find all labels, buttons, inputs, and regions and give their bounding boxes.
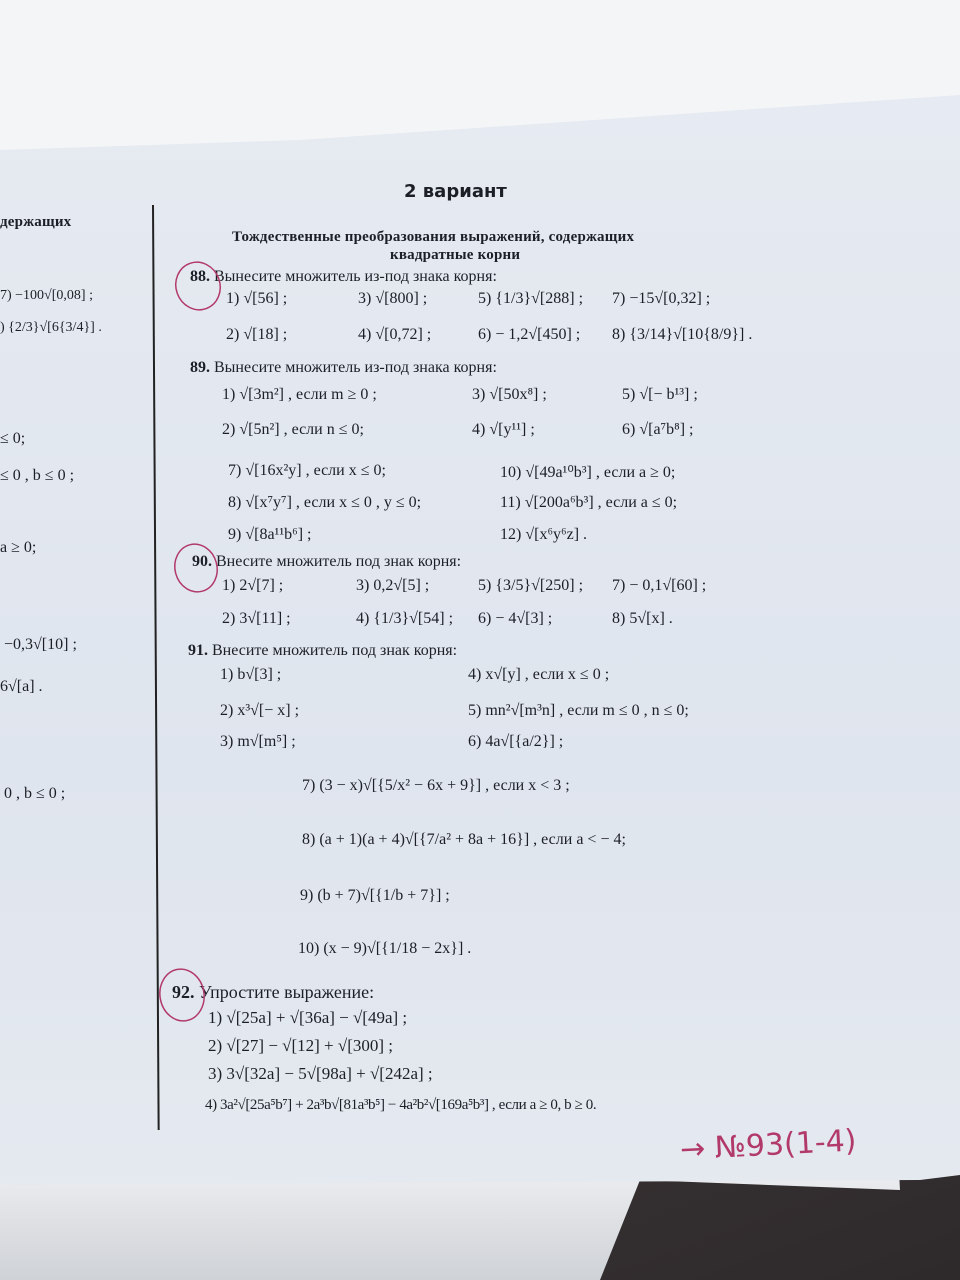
exercise-item: 7) − 0,1√[60] ; [612, 577, 707, 594]
exercise-item: 9) √[8a¹¹b⁶] ; [228, 526, 312, 543]
exercise-item: 7) −15√[0,32] ; [612, 290, 711, 307]
left-line: 7) −100√[0,08] ; [0, 288, 93, 303]
exercise-item: 3) m√[m⁵] ; [220, 733, 296, 750]
exercise-item: 11) √[200a⁶b³] , если a ≤ 0; [500, 494, 678, 511]
exercise-item: 1) √[3m²] , если m ≥ 0 ; [222, 386, 377, 403]
exercise-item: 6) √[a⁷b⁸] ; [622, 421, 694, 438]
exercise-item: 8) 5√[x] . [612, 610, 673, 627]
exercise-number: 88. [190, 268, 210, 285]
topic-title-line1: Тождественные преобразования выражений, содержащих [232, 229, 635, 245]
exercise-item: 2) 3√[11] ; [222, 610, 291, 627]
exercise-item: 6) − 1,2√[450] ; [478, 326, 581, 343]
variant-title: 2 вариант [404, 181, 507, 202]
exercise-item: 3) √[50x⁸] ; [472, 386, 547, 403]
topic-title-line2: квадратные корни [390, 247, 521, 263]
left-line: ≤ 0 , b ≤ 0 ; [0, 467, 75, 484]
left-line: 0 , b ≤ 0 ; [4, 785, 66, 802]
exercise-item: 9) (b + 7)√[{1/b + 7}] ; [300, 887, 450, 904]
exercise-number: 89. [190, 359, 210, 376]
exercise-item: 4) √[0,72] ; [358, 326, 432, 343]
exercise-item: 1) 2√[7] ; [222, 577, 284, 594]
exercise-88-header [190, 268, 497, 286]
exercise-item: 2) √[27] − √[12] + √[300] ; [208, 1036, 394, 1055]
left-line: ) {2/3}√[6{3/4}] . [0, 320, 102, 335]
exercise-item: 3) 0,2√[5] ; [356, 577, 430, 594]
exercise-item: 6) 4a√[{a/2}] ; [468, 733, 564, 750]
exercise-item: 1) √[25a] + √[36a] − √[49a] ; [208, 1008, 408, 1027]
exercise-item: 4) 3a²√[25a⁵b⁷] + 2a³b√[81a³b⁵] − 4a²b²√[169a⁵b³] , если a ≥ 0, b ≥ 0. [205, 1097, 597, 1113]
exercise-item: 4) x√[y] , если x ≤ 0 ; [468, 666, 610, 683]
exercise-item: 2) √[18] ; [226, 326, 288, 343]
exercise-item: 5) √[− b¹³] ; [622, 386, 698, 403]
left-line: a ≥ 0; [0, 539, 37, 556]
exercise-item: 5) {3/5}√[250] ; [478, 577, 584, 594]
exercise-prompt: Упростите выражение: [199, 982, 375, 1002]
exercise-item: 3) √[800] ; [358, 290, 428, 307]
left-heading-fragment: держащих [0, 214, 72, 230]
exercise-item: 8) √[x⁷y⁷] , если x ≤ 0 , y ≤ 0; [228, 494, 422, 511]
exercise-number: 92. [172, 982, 195, 1002]
exercise-item: 12) √[x⁶y⁶z] . [500, 526, 588, 543]
exercise-92-header [172, 982, 374, 1003]
exercise-item: 1) b√[3] ; [220, 666, 282, 683]
exercise-90-header [192, 553, 461, 571]
exercise-item: 5) {1/3}√[288] ; [478, 290, 584, 307]
left-line: ≤ 0; [0, 430, 26, 447]
exercise-item: 5) mn²√[m³n] , если m ≤ 0 , n ≤ 0; [468, 702, 689, 719]
exercise-item: 1) √[56] ; [226, 290, 288, 307]
left-line: −0,3√[10] ; [4, 636, 77, 653]
exercise-number: 91. [188, 642, 208, 659]
exercise-prompt: Вынесите множитель из-под знака корня: [214, 359, 497, 376]
exercise-item: 8) {3/14}√[10{8/9}] . [612, 326, 753, 343]
exercise-item: 4) {1/3}√[54] ; [356, 610, 454, 627]
exercise-item: 8) (a + 1)(a + 4)√[{7/a² + 8a + 16}] , если a < − 4; [302, 831, 626, 848]
exercise-91-header [188, 642, 457, 660]
exercise-number: 90. [192, 553, 212, 570]
exercise-item: 2) x³√[− x] ; [220, 702, 300, 719]
exercise-item: 7) (3 − x)√[{5/x² − 6x + 9}] , если x < 3 ; [302, 777, 570, 794]
handwritten-note: → №93(1-4) [679, 1123, 858, 1168]
exercise-prompt: Внесите множитель под знак корня: [212, 642, 458, 659]
exercise-item: 10) √[49a¹⁰b³] , если a ≥ 0; [500, 464, 676, 481]
exercise-item: 3) 3√[32a] − 5√[98a] + √[242a] ; [208, 1064, 433, 1083]
exercise-item: 6) − 4√[3] ; [478, 610, 553, 627]
exercise-prompt: Внесите множитель под знак корня: [216, 553, 462, 570]
exercise-item: 2) √[5n²] , если n ≤ 0; [222, 421, 364, 438]
exercise-89-header [190, 359, 497, 377]
left-line: 6√[a] . [0, 678, 43, 695]
exercise-prompt: Вынесите множитель из-под знака корня: [214, 268, 497, 285]
exercise-item: 4) √[y¹¹] ; [472, 421, 535, 438]
exercise-item: 7) √[16x²y] , если x ≤ 0; [228, 462, 386, 479]
exercise-item: 10) (x − 9)√[{1/18 − 2x}] . [298, 940, 472, 957]
